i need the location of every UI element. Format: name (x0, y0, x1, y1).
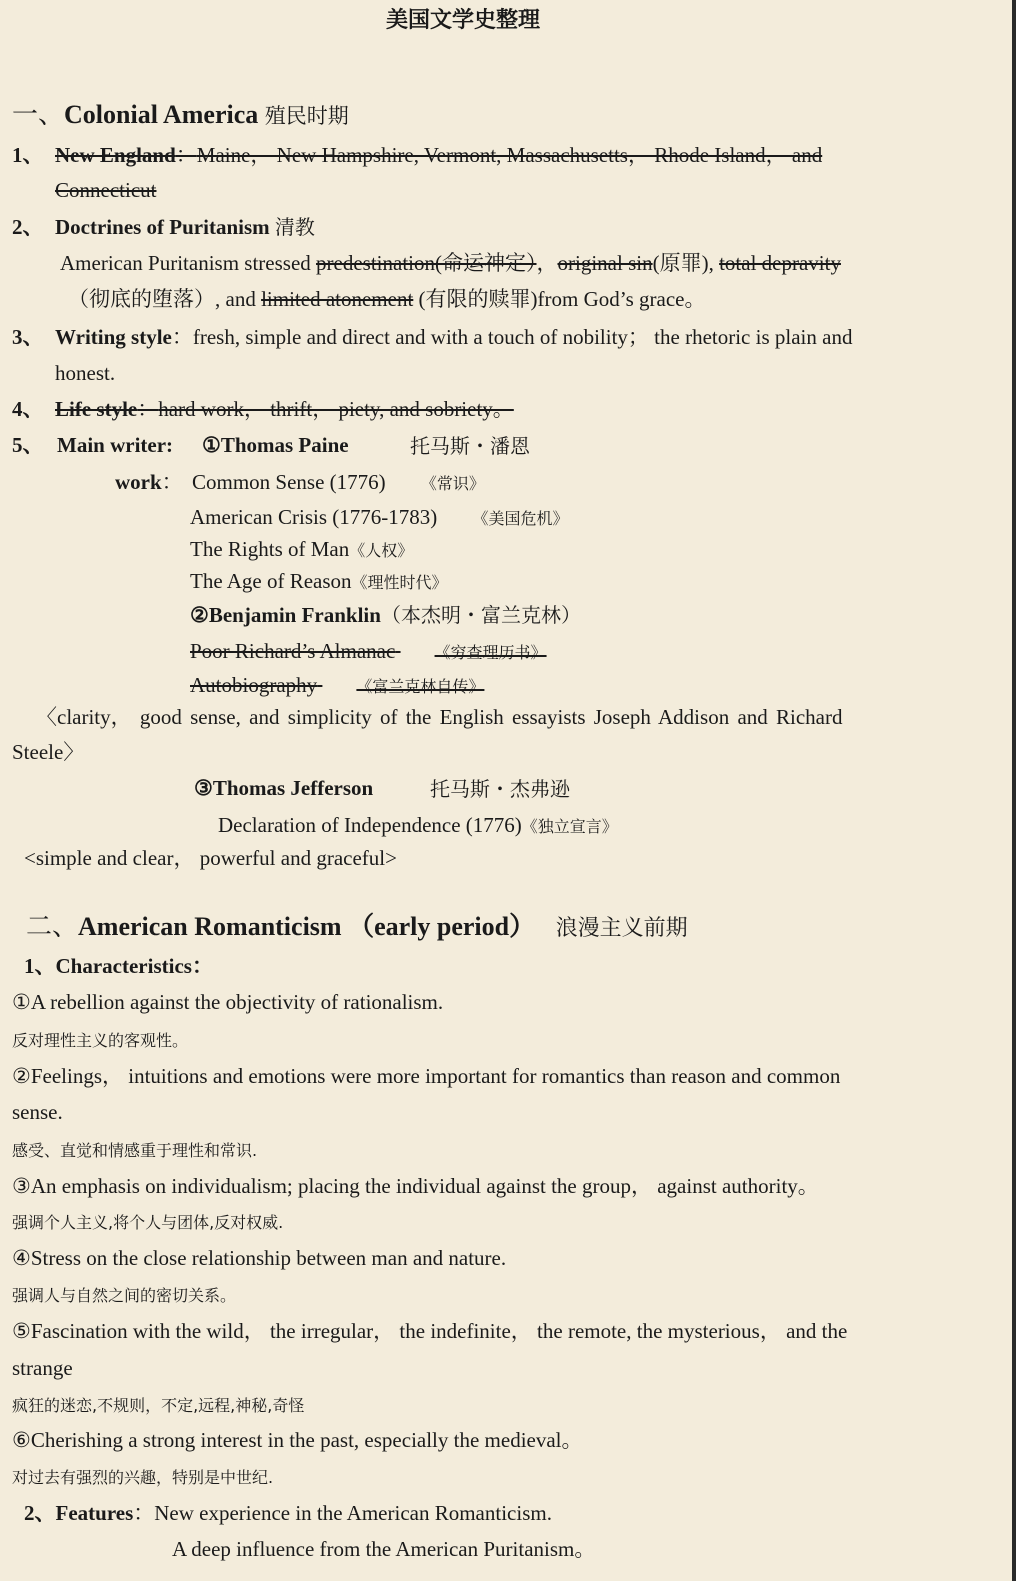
limited-atonement-term: limited atonement (261, 287, 414, 311)
point2-body-line1 (60, 248, 841, 278)
predestination-term: predestination(命运神定） (316, 251, 537, 275)
section2-num: 二、 (26, 912, 79, 941)
point2-b: ， (536, 251, 558, 275)
point2-e: (有限的赎罪)from God’s grace。 (413, 287, 706, 311)
char-1-zh: 反对理性主义的客观性。 (12, 1031, 189, 1050)
features-sep: ： (133, 1501, 155, 1525)
work-3-en: The Rights of Man (190, 537, 350, 561)
char-4-zh: 强调人与自然之间的密切关系。 (12, 1286, 237, 1305)
char-5-en-line2: strange (12, 1356, 73, 1380)
point3-text: fresh, simple and direct and with a touch of nobility； the rhetoric is plain and (192, 325, 853, 349)
writer2-work2-zh: 《富兰克林自传》 (356, 677, 485, 696)
char-6-en: ⑥Cherishing a strong interest in the past, especially the medieval。 (12, 1428, 583, 1452)
point2-num: 2、 (12, 215, 44, 239)
point4-label: Life style (55, 397, 138, 421)
char-1-en: ①A rebellion against the objectivity of rationalism. (12, 990, 444, 1014)
work-1 (192, 467, 485, 499)
char-5-en-line1: ⑤Fascination with the wild， the irregular， the indefinite， the remote, the mysterious， and the (12, 1319, 848, 1343)
point1-sep: ： (175, 143, 197, 167)
point2-c: (原罪), (652, 251, 720, 275)
writer3-work (218, 810, 618, 842)
point2-a: American Puritanism stressed (60, 251, 317, 275)
char-3-zh: 强调个人主义,将个人与团体,反对权威. (12, 1213, 284, 1232)
point4-sep: ： (137, 397, 159, 421)
writer3-zh: 托马斯・杰弗逊 (430, 777, 570, 801)
jefferson-note: <simple and clear， powerful and graceful> (24, 846, 397, 870)
point4-text: hard work， thrift， piety, and sobriety。 (158, 397, 514, 421)
point2-body-line2 (68, 284, 705, 314)
section2-heading (26, 912, 688, 944)
work-4-zh: 《理性时代》 (351, 573, 448, 592)
point1-num: 1、 (12, 143, 44, 167)
section1-title: Colonial America (64, 100, 259, 129)
work-label-line: work： (115, 470, 183, 494)
point3-label: Writing style (55, 325, 172, 349)
main-writer-label: Main writer: (57, 433, 174, 457)
writer2-name: ②Benjamin Franklin (190, 603, 381, 627)
char-5-zh: 疯狂的迷恋,不规则，不定,远程,神秘,奇怪 (12, 1396, 305, 1415)
point2-label-line (55, 212, 315, 242)
writer2-work1 (190, 636, 547, 668)
point1-label: New England (55, 143, 176, 167)
work-label: work (115, 470, 162, 494)
section2-zh: 浪漫主义前期 (555, 916, 688, 941)
point4-num: 4、 (12, 397, 44, 421)
page-title: 美国文学史整理 (386, 8, 541, 33)
char-2-en-line1: ②Feelings， intuitions and emotions were more important for romantics than reason and common (12, 1064, 841, 1088)
work-2 (190, 502, 569, 534)
writer2-work1-zh: 《穷查理历书》 (434, 643, 547, 662)
point2-d: （彻底的堕落）, and (68, 287, 262, 311)
work-4 (190, 566, 448, 598)
point2-label: Doctrines of Puritanism (55, 215, 270, 239)
point1-line1 (55, 140, 822, 170)
point3-num: 3、 (12, 325, 44, 349)
section1-zh: 殖民时期 (264, 104, 349, 128)
work-4-en: The Age of Reason (190, 569, 352, 593)
section2-title: American Romanticism （early period） (78, 912, 536, 941)
char-6-zh: 对过去有强烈的兴趣，特别是中世纪. (12, 1468, 274, 1487)
point2-zh: 清教 (274, 215, 315, 239)
original-sin-term: original sin (557, 251, 653, 275)
work-1-en: Common Sense (1776) (192, 470, 386, 494)
work-2-en: American Crisis (1776-1783) (190, 505, 438, 529)
feature-1: New experience in the American Romanticism. (154, 1501, 552, 1525)
writer2-zh: （本杰明・富兰克林） (380, 603, 581, 627)
char-4-en: ④Stress on the close relationship between man and nature. (12, 1246, 507, 1270)
features-line1 (24, 1498, 552, 1528)
work-2-zh: 《美国危机》 (472, 509, 569, 528)
work-3-zh: 《人权》 (349, 541, 414, 560)
work-1-zh: 《常识》 (420, 474, 485, 493)
writer2-work1-en: Poor Richard’s Almanac (190, 639, 396, 663)
features-label: 2、Features (24, 1501, 134, 1525)
point3-line1 (55, 322, 852, 352)
char-3-en: ③An emphasis on individualism; placing the individual against the group， against authority。 (12, 1174, 819, 1198)
point1-line2: Connecticut (55, 178, 157, 202)
point4-line (55, 394, 514, 424)
total-depravity-term: total depravity (719, 251, 841, 275)
char-2-en-line2: sense. (12, 1100, 63, 1124)
writer1-zh: 托马斯・潘恩 (410, 434, 530, 458)
franklin-note-line1: 〈clarity， good sense, and simplicity of the English essayists Joseph Addison and Richard (36, 705, 843, 729)
section1-num: 一、 (12, 100, 65, 129)
writer3-work-en: Declaration of Independence (1776) (218, 813, 522, 837)
writer2-line (190, 600, 581, 630)
point3-line2: honest. (55, 361, 116, 385)
section1-heading (12, 100, 349, 131)
right-border (1012, 0, 1016, 1581)
writer2-work2 (190, 670, 484, 702)
char-2-zh: 感受、直觉和情感重于理性和常识. (12, 1141, 258, 1160)
writer1-name: ①Thomas Paine (202, 433, 349, 457)
writer2-work2-en: Autobiography (190, 673, 318, 697)
writer3-name: ③Thomas Jefferson (194, 776, 374, 800)
feature-2: A deep influence from the American Puritanism。 (172, 1537, 596, 1561)
point1-text: Maine， New Hampshire, Vermont, Massachusetts， Rhode Island， and (196, 143, 823, 167)
characteristics-label: 1、Characteristics： (24, 954, 213, 978)
work-3 (190, 534, 413, 566)
point5-num: 5、 (12, 433, 44, 457)
point3-sep: ： (171, 325, 193, 349)
franklin-note-line2: Steele〉 (12, 740, 85, 764)
writer3-work-zh: 《独立宣言》 (521, 817, 618, 836)
